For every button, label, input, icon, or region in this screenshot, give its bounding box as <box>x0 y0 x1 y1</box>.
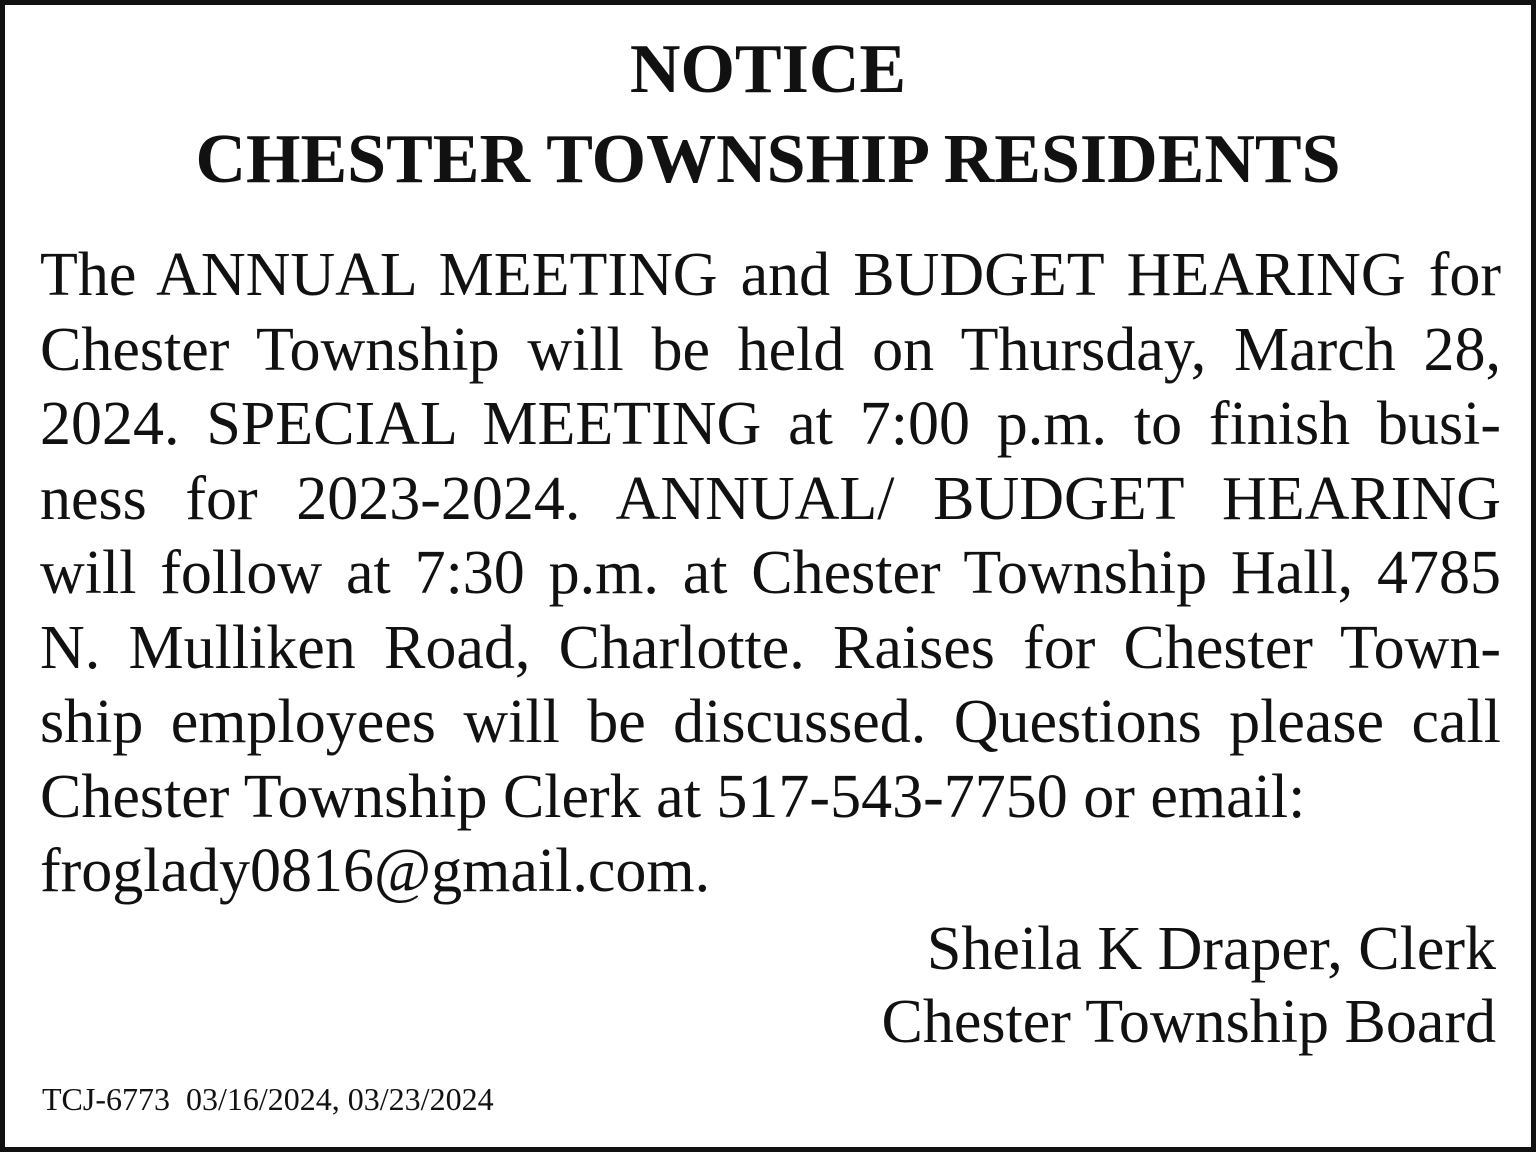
publication-footer <box>42 1083 494 1115</box>
footer-spacer <box>170 1081 186 1117</box>
body-line: N. Mulliken Road, Charlotte. Raises for Chester Town- <box>40 613 1501 682</box>
notice-body <box>40 238 1501 909</box>
body-line: Chester Township will be held on Thursday, March 28, <box>40 315 1501 384</box>
body-line: will follow at 7:30 p.m. at Chester Township Hall, 4785 <box>40 539 1501 607</box>
signature-name: Sheila K Draper, Clerk <box>926 915 1496 983</box>
body-line: ship employees will be discussed. Questions please call <box>40 688 1501 756</box>
email-address: froglady0816@gmail.com. <box>40 837 711 905</box>
body-line: 2024. SPECIAL MEETING at 7:00 p.m. to finish busi- <box>40 390 1501 458</box>
notice-heading: NOTICE <box>629 31 907 108</box>
body-line: ness for 2023-2024. ANNUAL/ BUDGET HEARING <box>40 464 1501 533</box>
body-line: The ANNUAL MEETING and BUDGET HEARING for <box>40 241 1501 309</box>
footer-reference: TCJ-6773 <box>42 1081 170 1117</box>
notice-subheading: CHESTER TOWNSHIP RESIDENTS <box>195 121 1341 198</box>
body-line: Chester Township Clerk at 517-543-7750 or email: <box>40 762 1306 831</box>
footer-dates: 03/16/2024, 03/23/2024 <box>186 1081 494 1117</box>
signature-organization: Chester Township Board <box>881 988 1496 1056</box>
